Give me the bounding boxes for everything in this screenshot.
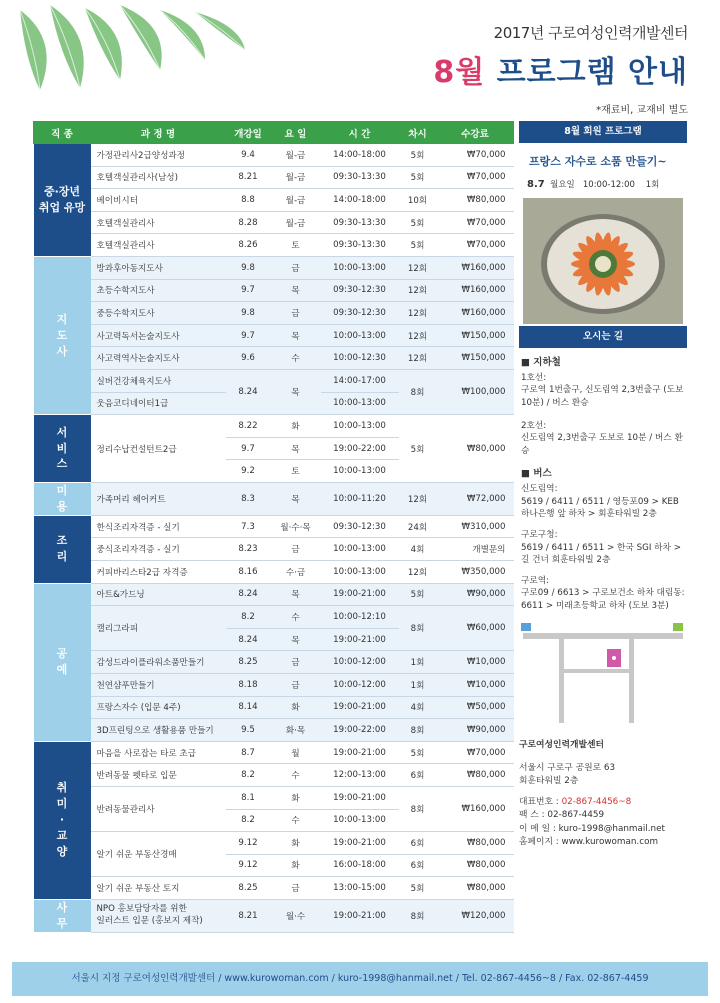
table-row [34,347,514,370]
category-cell: 중·장년 취업 유망 [34,144,91,257]
table-row [34,189,514,212]
course-name: 호텔객실관리사 [91,211,226,234]
course-name: 한식조리자격증 - 실기 [91,515,226,538]
time: 19:00-21:00 [321,741,399,764]
event-title: 프랑스 자수로 소품 만들기~ [529,155,667,168]
category-cell: 서 비 스 [34,415,91,483]
start-date: 8.1 [226,786,271,809]
column-header: 요 일 [271,122,321,144]
time: 19:00-21:00 [321,696,399,719]
column-header: 수강료 [437,122,514,144]
course-name: 알기 쉬운 부동산경매 [91,832,226,877]
homepage-link[interactable]: 홈페이지 : www.kurowoman.com [519,836,659,847]
session-count: 12회 [399,279,437,302]
category-cell: 취 미 · 교 양 [34,741,91,899]
table-row [34,211,514,234]
weekday: 목 [271,324,321,347]
session-count: 8회 [399,606,437,651]
sidebar [519,121,687,849]
time: 09:30-12:30 [321,279,399,302]
weekday: 월-금 [271,211,321,234]
time: 19:00-21:00 [321,583,399,606]
fee: ₩70,000 [437,144,514,167]
start-date: 8.18 [226,673,271,696]
session-count: 6회 [399,854,437,877]
column-header: 개강일 [226,122,271,144]
start-date: 8.2 [226,764,271,787]
weekday: 화 [271,832,321,855]
course-name: 프랑스자수 (입문 4주) [91,696,226,719]
start-date: 8.3 [226,482,271,515]
session-count: 12회 [399,560,437,583]
session-count: 5회 [399,166,437,189]
time: 14:00-18:00 [321,189,399,212]
embroidery-photo [523,198,683,324]
weekday: 금 [271,256,321,279]
table-row [34,560,514,583]
time: 10:00-12:10 [321,606,399,629]
time: 19:00-21:00 [321,786,399,809]
fee: ₩72,000 [437,482,514,515]
weekday: 목 [271,437,321,460]
start-date: 8.26 [226,234,271,257]
directions: ■ 지하철 1호선: 구로역 1번출구, 신도림역 2,3번출구 (도보 10분) / 버스 환승 2호선: 신도림역 2,3번출구 도보로 10분 / 버스 환승 ■ 버스 신도림역: 5619 / 6411 / 6511 / 영등포09 > KEB하나은행 앞 하차 > 회훈타워빌 2층 구로구청: 5619 / 6411 / 6511 > 한국 SGI 하차 > 길 건너 회훈타워빌 2층 구로역: 구로09 / 6613 > 구로보건소 하차 대림동: 6611 > 미래초등학교 하차 (도보 3분) [521,357,685,612]
weekday: 화·목 [271,719,321,742]
weekday: 월-금 [271,189,321,212]
table-row [34,515,514,538]
category-cell: 지 도 사 [34,256,91,414]
session-count: 4회 [399,696,437,719]
fee: ₩90,000 [437,583,514,606]
fee: ₩150,000 [437,324,514,347]
weekday: 수 [271,809,321,832]
start-date: 9.7 [226,437,271,460]
table-row [34,651,514,674]
table-row [34,302,514,325]
time: 10:00-13:00 [321,538,399,561]
fee: ₩80,000 [437,415,514,483]
time: 14:00-18:00 [321,144,399,167]
session-count: 12회 [399,347,437,370]
table-row [34,606,514,629]
column-header: 차시 [399,122,437,144]
page-title: 8월 프로그램 안내 [433,55,688,90]
table-row [34,786,514,809]
session-count: 1회 [399,673,437,696]
weekday: 화 [271,786,321,809]
weekday: 월-금 [271,144,321,167]
time: 10:00-13:00 [321,560,399,583]
start-date: 8.23 [226,538,271,561]
weekday: 수·금 [271,560,321,583]
weekday: 월·수·목 [271,515,321,538]
table-row [34,696,514,719]
weekday: 토 [271,460,321,483]
weekday: 금 [271,673,321,696]
category-cell: 미 용 [34,482,91,515]
start-date: 8.2 [226,809,271,832]
session-count: 6회 [399,832,437,855]
session-count: 10회 [399,189,437,212]
fee: ₩150,000 [437,347,514,370]
fee: ₩80,000 [437,854,514,877]
fee: ₩10,000 [437,673,514,696]
course-name: 사고력독서논술지도사 [91,324,226,347]
table-row [34,832,514,855]
time: 10:00-12:30 [321,347,399,370]
weekday: 화 [271,854,321,877]
time: 10:00-13:00 [321,324,399,347]
session-count: 8회 [399,369,437,414]
email-link[interactable]: 이 메 일 : kuro-1998@hanmail.net [519,823,665,834]
table-row [34,877,514,900]
start-date: 8.2 [226,606,271,629]
start-date: 8.21 [226,166,271,189]
course-name: 가정관리사2급양성과정 [91,144,226,167]
column-header: 시 간 [321,122,399,144]
session-count: 5회 [399,741,437,764]
member-program-title: 8월 회원 프로그램 [519,121,687,143]
fee: ₩160,000 [437,302,514,325]
contact-info: 구로여성인력개발센터 서울시 구로구 공원로 63 회훈타워빌 2층 대표번호 : 02-867-4456~8 팩 스 : 02-867-4459 이 메 일 : kuro-1998@hanmail.net 홈페이지 : www.kurowoman.com [519,739,687,849]
start-date: 8.24 [226,369,271,414]
start-date: 8.21 [226,899,271,932]
start-date: 9.6 [226,347,271,370]
fee-note: *재료비, 교재비 별도 [596,105,688,116]
table-row [34,673,514,696]
table-row [34,538,514,561]
start-date: 7.3 [226,515,271,538]
category-cell: 공 예 [34,583,91,741]
time: 09:30-12:30 [321,515,399,538]
program-table [33,121,514,933]
course-name: 아트&가드닝 [91,583,226,606]
start-date: 8.16 [226,560,271,583]
weekday: 목 [271,628,321,651]
table-row [34,719,514,742]
weekday: 수 [271,606,321,629]
course-name: 캘리그라피 [91,606,226,651]
time: 19:00-21:00 [321,899,399,932]
table-row [34,234,514,257]
time: 19:00-22:00 [321,719,399,742]
weekday: 월 [271,741,321,764]
session-count: 24회 [399,515,437,538]
weekday: 금 [271,651,321,674]
time: 10:00-13:00 [321,415,399,438]
fee: ₩90,000 [437,719,514,742]
weekday: 월·수 [271,899,321,932]
start-date: 9.7 [226,324,271,347]
course-name: 커피바리스타2급 자격증 [91,560,226,583]
fee: ₩310,000 [437,515,514,538]
start-date: 8.14 [226,696,271,719]
time: 10:00-13:00 [321,460,399,483]
fee: 개별문의 [437,538,514,561]
course-name: 웃음코디네이터1급 [91,392,226,415]
session-count: 8회 [399,899,437,932]
directions-title: 오시는 길 [519,326,687,348]
time: 10:00-12:00 [321,673,399,696]
session-count: 12회 [399,324,437,347]
course-name: 베이비시터 [91,189,226,212]
time: 10:00-13:00 [321,809,399,832]
start-date: 9.8 [226,256,271,279]
page-header [433,22,688,116]
course-name: 가족머리 헤어커트 [91,482,226,515]
session-count: 8회 [399,719,437,742]
session-count: 12회 [399,482,437,515]
weekday: 금 [271,538,321,561]
time: 10:00-13:00 [321,256,399,279]
fee: ₩160,000 [437,279,514,302]
course-name: 천연샴푸만들기 [91,673,226,696]
session-count: 8회 [399,786,437,831]
category-cell: 조 리 [34,515,91,583]
start-date: 9.12 [226,854,271,877]
time: 10:00-13:00 [321,392,399,415]
start-date: 9.4 [226,144,271,167]
time: 09:30-13:30 [321,166,399,189]
time: 14:00-17:00 [321,369,399,392]
course-name: 호텔객실관리사(남성) [91,166,226,189]
table-row [34,256,514,279]
fee: ₩350,000 [437,560,514,583]
table-row [34,144,514,167]
fee: ₩80,000 [437,877,514,900]
start-date: 9.12 [226,832,271,855]
time: 09:30-12:30 [321,302,399,325]
table-row [34,415,514,438]
table-row [34,764,514,787]
weekday: 화 [271,415,321,438]
time: 19:00-21:00 [321,832,399,855]
fee: ₩70,000 [437,211,514,234]
time: 16:00-18:00 [321,854,399,877]
table-row [34,324,514,347]
course-name: 중식조리자격증 - 실기 [91,538,226,561]
start-date: 8.28 [226,211,271,234]
time: 12:00-13:00 [321,764,399,787]
session-count: 6회 [399,764,437,787]
course-name: 사고력역사논술지도사 [91,347,226,370]
fee: ₩160,000 [437,256,514,279]
weekday: 월-금 [271,166,321,189]
table-row [34,482,514,515]
weekday: 목 [271,482,321,515]
course-name: 초등수학지도사 [91,279,226,302]
session-count: 5회 [399,583,437,606]
time: 10:00-11:20 [321,482,399,515]
fee: ₩60,000 [437,606,514,651]
start-date: 9.7 [226,279,271,302]
table-row [34,166,514,189]
course-name: 실버건강체육지도사 [91,369,226,392]
start-date: 8.24 [226,583,271,606]
page-subtitle: 2017년 구로여성인력개발센터 [493,24,688,42]
location-map [519,621,687,733]
course-name: 호텔객실관리사 [91,234,226,257]
fee: ₩10,000 [437,651,514,674]
session-count: 5회 [399,877,437,900]
fee: ₩80,000 [437,189,514,212]
table-row [34,279,514,302]
course-name: 중등수학지도사 [91,302,226,325]
session-count: 5회 [399,211,437,234]
time: 09:30-13:30 [321,211,399,234]
course-name: 알기 쉬운 부동산 토지 [91,877,226,900]
course-name: 정리수납컨설턴트2급 [91,415,226,483]
course-name: 3D프린팅으로 생활용품 만들기 [91,719,226,742]
column-header: 과 정 명 [91,122,226,144]
start-date: 8.7 [226,741,271,764]
time: 19:00-21:00 [321,628,399,651]
weekday: 목 [271,279,321,302]
session-count: 5회 [399,234,437,257]
table-row [34,583,514,606]
time: 10:00-12:00 [321,651,399,674]
course-name: 반려동물관리사 [91,786,226,831]
course-name: 방과후아동지도사 [91,256,226,279]
session-count: 5회 [399,415,437,483]
start-date: 8.22 [226,415,271,438]
course-name: NPO 홍보담당자를 위한 일러스트 입문 (홍보지 제작) [91,899,226,932]
fee: ₩70,000 [437,234,514,257]
fee: ₩70,000 [437,741,514,764]
category-cell: 사 무 [34,899,91,932]
session-count: 4회 [399,538,437,561]
table-row [34,899,514,932]
session-count: 12회 [399,256,437,279]
weekday: 수 [271,764,321,787]
start-date: 9.2 [226,460,271,483]
fee: ₩100,000 [437,369,514,414]
table-header-row [34,122,514,144]
start-date: 8.24 [226,628,271,651]
course-name: 감성드라이플라워소품만들기 [91,651,226,674]
weekday: 토 [271,234,321,257]
start-date: 9.5 [226,719,271,742]
weekday: 수 [271,347,321,370]
fee: ₩80,000 [437,764,514,787]
session-count: 12회 [399,302,437,325]
weekday: 목 [271,369,321,414]
session-count: 5회 [399,144,437,167]
time: 09:30-13:30 [321,234,399,257]
start-date: 9.8 [226,302,271,325]
phone-number: 02-867-4456~8 [561,797,632,808]
weekday: 금 [271,302,321,325]
session-count: 1회 [399,651,437,674]
course-name: 반려동물 펫타로 입문 [91,764,226,787]
weekday: 화 [271,696,321,719]
fee: ₩80,000 [437,832,514,855]
start-date: 8.8 [226,189,271,212]
fee: ₩70,000 [437,166,514,189]
fee: ₩160,000 [437,786,514,831]
table-row [34,741,514,764]
footer-bar: 서울시 지정 구로여성인력개발센터 / www.kurowoman.com / kuro-1998@hanmail.net / Tel. 02-867-4456~8 / Fax. 02-867-4459 [12,962,708,996]
weekday: 금 [271,877,321,900]
table-row [34,369,514,392]
time: 19:00-22:00 [321,437,399,460]
fee: ₩50,000 [437,696,514,719]
fee: ₩120,000 [437,899,514,932]
palm-leaf-decoration [0,0,260,95]
start-date: 8.25 [226,877,271,900]
time: 13:00-15:00 [321,877,399,900]
course-name: 마음을 사로잡는 타로 초급 [91,741,226,764]
column-header: 직 종 [34,122,91,144]
start-date: 8.25 [226,651,271,674]
event-schedule: 8.7 월요일 10:00-12:00 1회 [527,179,660,190]
weekday: 목 [271,583,321,606]
